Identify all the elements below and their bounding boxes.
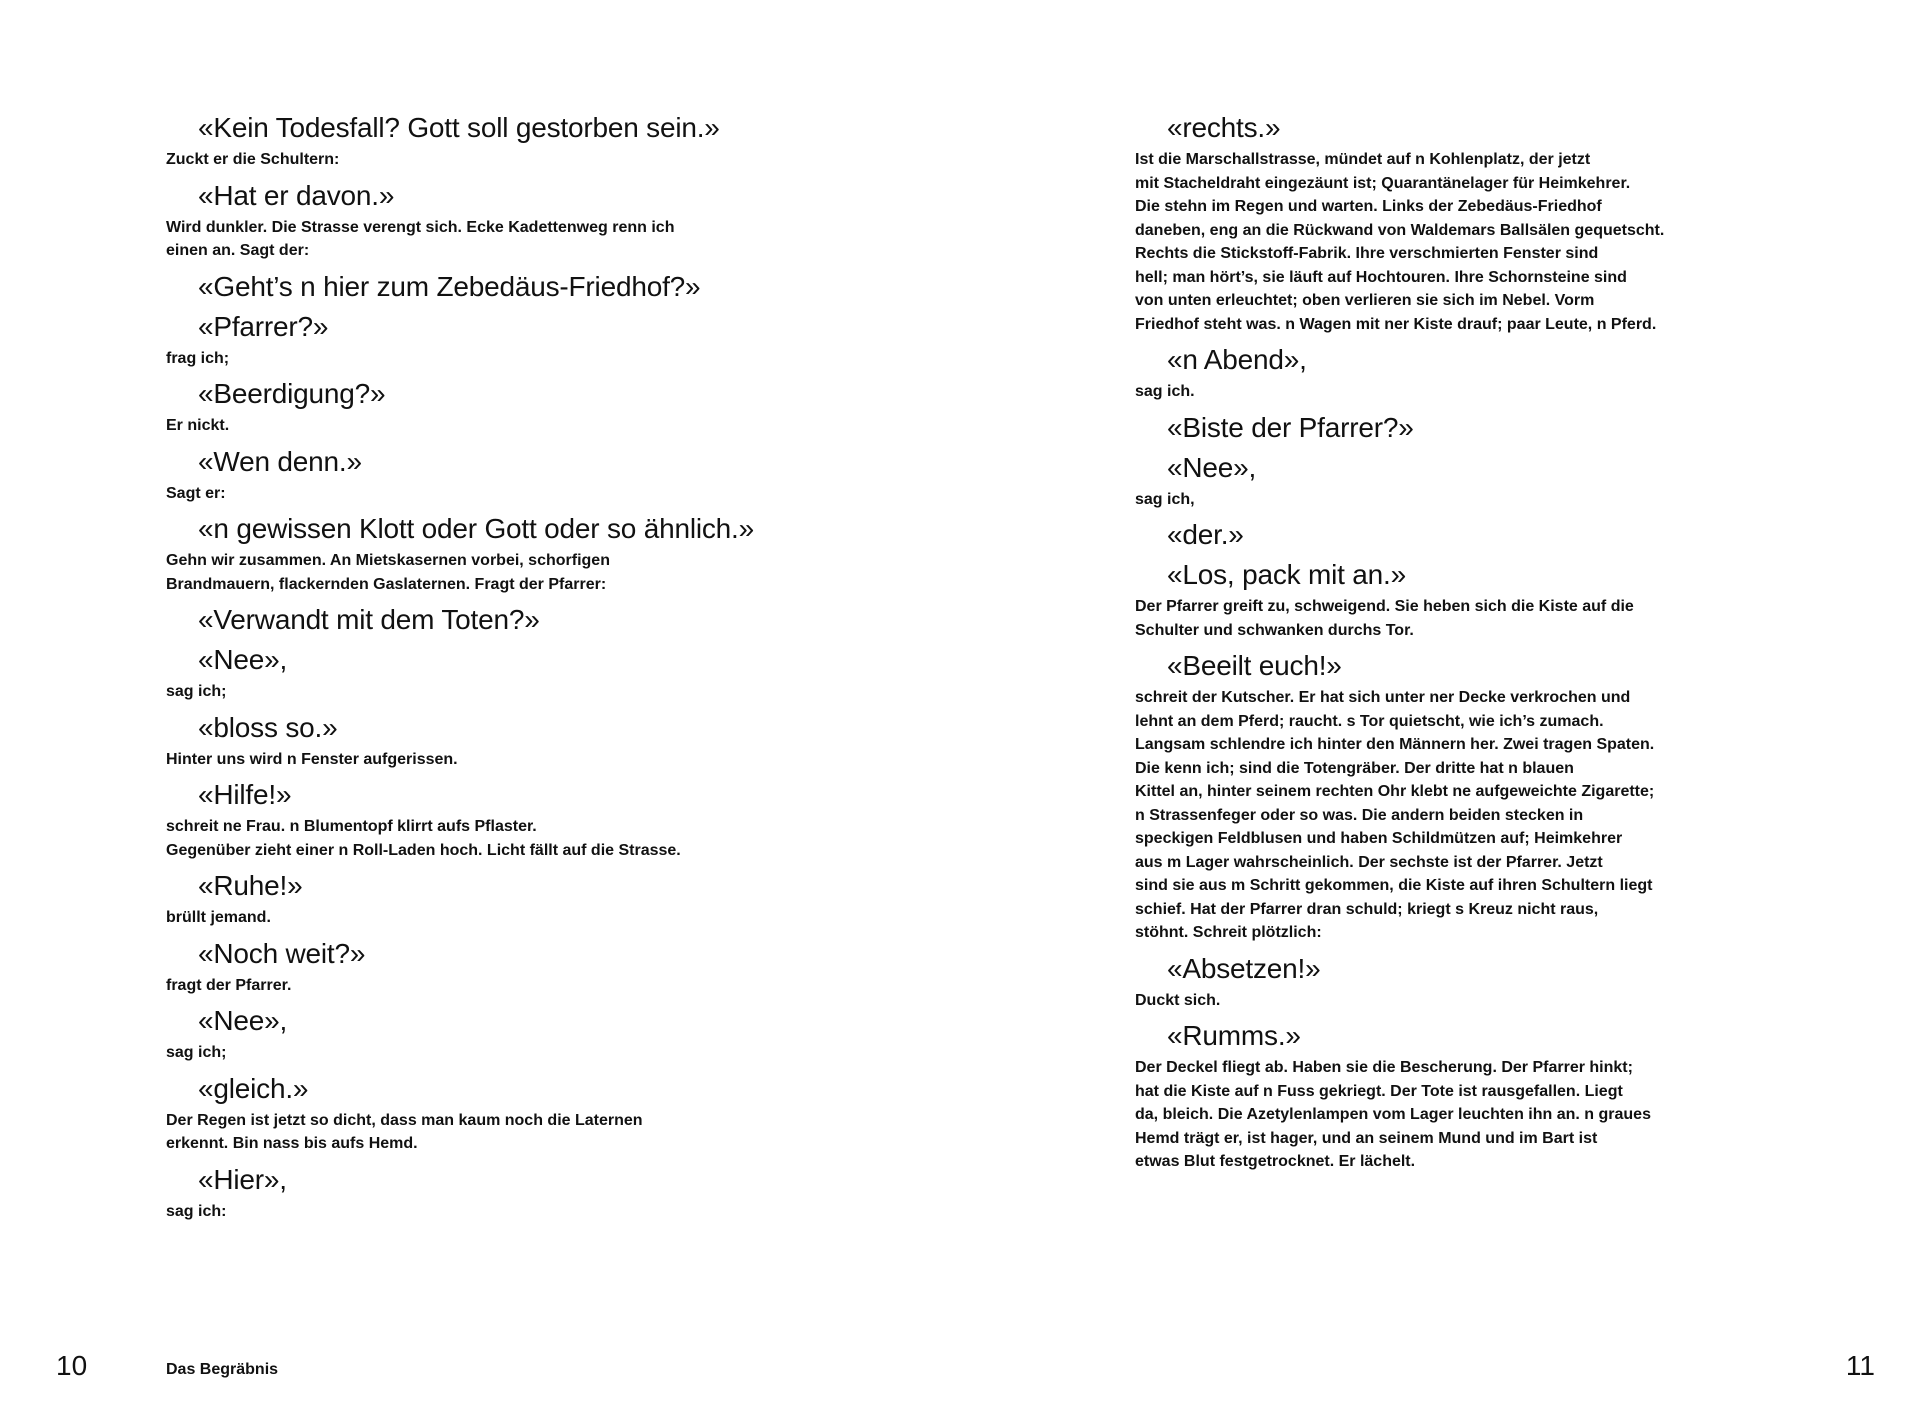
narration-paragraph: Wird dunkler. Die Strasse verengt sich. Ecke Kadettenweg renn ich einen an. Sagt der: — [166, 218, 675, 259]
narration-paragraph: brüllt jemand. — [166, 909, 271, 926]
dialogue-line: «n gewissen Klott oder Gott oder so ähnlich.» — [198, 513, 755, 544]
dialogue-line: «Biste der Pfarrer?» — [1167, 411, 1414, 443]
narration-paragraph: Hinter uns wird n Fenster aufgerissen. — [166, 750, 458, 768]
narration-paragraph: sag ich: — [166, 1202, 227, 1220]
narration-paragraph: sag ich, — [1135, 490, 1195, 508]
narration-paragraph: Der Deckel fliegt ab. Haben sie die Bescherung. Der Pfarrer hinkt; hat die Kiste auf n Fuss gekriegt. Der Tote ist rausgefallen. Liegt da, bleich. Die Azetylenlampen vom Lager leuchten ihn an. n graues Hemd trägt er, ist hager, und an seinem Mund und im Bart ist etwas Blut festgetrocknet. Er lächelt. — [1135, 1059, 1651, 1170]
narration-paragraph: schreit der Kutscher. Er hat sich unter ner Decke verkrochen und lehnt an dem Pferd; raucht. s Tor quietscht, wie ich’s zumach. Langsam schlendre ich hinter den Männern her. Zwei tragen Spaten. Die kenn ich; sind die Totengräber. Der dritte hat n blauen Kittel an, hinter seinem rechten Ohr klebt ne aufgeweichte Zigarette; n Strassenfeger oder so was. Die andern beiden stecken in speckigen Feldblusen und haben Schildmützen auf; Heimkehrer aus m Lager wahrscheinlich. Der sechste ist der Pfarrer. Jetzt sind sie aus m Schritt gekommen, die Kiste auf ihren Schultern liegt schief. Hat der Pfarrer dran schuld; kriegt s Kreuz nicht raus, stöhnt. Schreit plötzlich: — [1135, 689, 1655, 941]
page-number-right: 11 — [1845, 1350, 1875, 1381]
dialogue-line: «Nee», — [1167, 451, 1257, 483]
left-text-column — [166, 108, 766, 1227]
dialogue-line: «Hat er davon.» — [198, 179, 395, 211]
dialogue-line: «Pfarrer?» — [198, 310, 329, 342]
narration-paragraph: Sagt er: — [166, 484, 226, 502]
dialogue-line: «Verwandt mit dem Toten?» — [198, 604, 540, 635]
dialogue-line: «Geht’s n hier zum Zebedäus-Friedhof?» — [198, 270, 701, 302]
narration-paragraph: sag ich. — [1135, 383, 1195, 400]
narration-paragraph: sag ich; — [166, 1044, 227, 1061]
dialogue-line: «Kein Todesfall? Gott soll gestorben sein.» — [198, 112, 720, 143]
dialogue-line: «Wen denn.» — [198, 445, 362, 477]
dialogue-line: «rechts.» — [1167, 112, 1281, 143]
dialogue-line: «Beerdigung?» — [198, 378, 386, 409]
dialogue-line: «bloss so.» — [198, 711, 338, 743]
dialogue-line: «Absetzen!» — [1167, 952, 1321, 984]
narration-paragraph: fragt der Pfarrer. — [166, 976, 292, 994]
narration-paragraph: schreit ne Frau. n Blumentopf klirrt aufs Pflaster. Gegenüber zieht einer n Roll-Laden hoch. Licht fällt auf die Strasse. — [166, 818, 681, 859]
dialogue-line: «Hier», — [198, 1163, 287, 1195]
dialogue-line: «Beeilt euch!» — [1167, 650, 1342, 681]
running-title: Das Begräbnis — [166, 1361, 279, 1378]
narration-paragraph: sag ich; — [166, 683, 227, 700]
page-number-left: 10 — [56, 1350, 88, 1381]
dialogue-line: «Ruhe!» — [198, 870, 303, 901]
narration-paragraph: frag ich; — [166, 349, 230, 367]
narration-paragraph: Gehn wir zusammen. An Mietskasernen vorbei, schorfigen Brandmauern, flackernden Gaslaternen. Fragt der Pfarrer: — [166, 552, 610, 593]
dialogue-line: «Noch weit?» — [198, 937, 366, 969]
dialogue-line: «n Abend», — [1167, 344, 1307, 375]
dialogue-line: «gleich.» — [198, 1072, 309, 1104]
narration-paragraph: Duckt sich. — [1135, 991, 1221, 1009]
dialogue-line: «Nee», — [198, 644, 288, 675]
dialogue-line: «Nee», — [198, 1005, 288, 1036]
narration-paragraph: Der Regen ist jetzt so dicht, dass man kaum noch die Laternen erkennt. Bin nass bis aufs Hemd. — [166, 1111, 643, 1152]
dialogue-line: «Hilfe!» — [198, 779, 292, 810]
narration-paragraph: Zuckt er die Schultern: — [166, 151, 340, 168]
right-page — [960, 0, 1920, 1427]
dialogue-line: «Los, pack mit an.» — [1167, 559, 1406, 590]
right-text-column — [1135, 108, 1735, 1178]
narration-paragraph: Ist die Marschallstrasse, mündet auf n Kohlenplatz, der jetzt mit Stacheldraht eingezäunt ist; Quarantänelager für Heimkehrer. Die stehn im Regen und warten. Links der Zebedäus-Friedhof daneben, eng an die Rückwand von Waldemars Ballsälen gequetscht. Rechts die Stickstoff-Fabrik. Ihre verschmierten Fenster sind hell; man hört’s, sie läuft auf Hochtouren. Ihre Schornsteine sind von unten erleuchtet; oben verlieren sie sich im Nebel. Vorm Friedhof steht was. n Wagen mit ner Kiste drauf; paar Leute, n Pferd. — [1135, 151, 1665, 333]
dialogue-line: «Rumms.» — [1167, 1020, 1301, 1051]
narration-paragraph: Er nickt. — [166, 417, 230, 434]
dialogue-line: «der.» — [1167, 519, 1244, 550]
narration-paragraph: Der Pfarrer greift zu, schweigend. Sie heben sich die Kiste auf die Schulter und schwanken durchs Tor. — [1135, 598, 1634, 639]
